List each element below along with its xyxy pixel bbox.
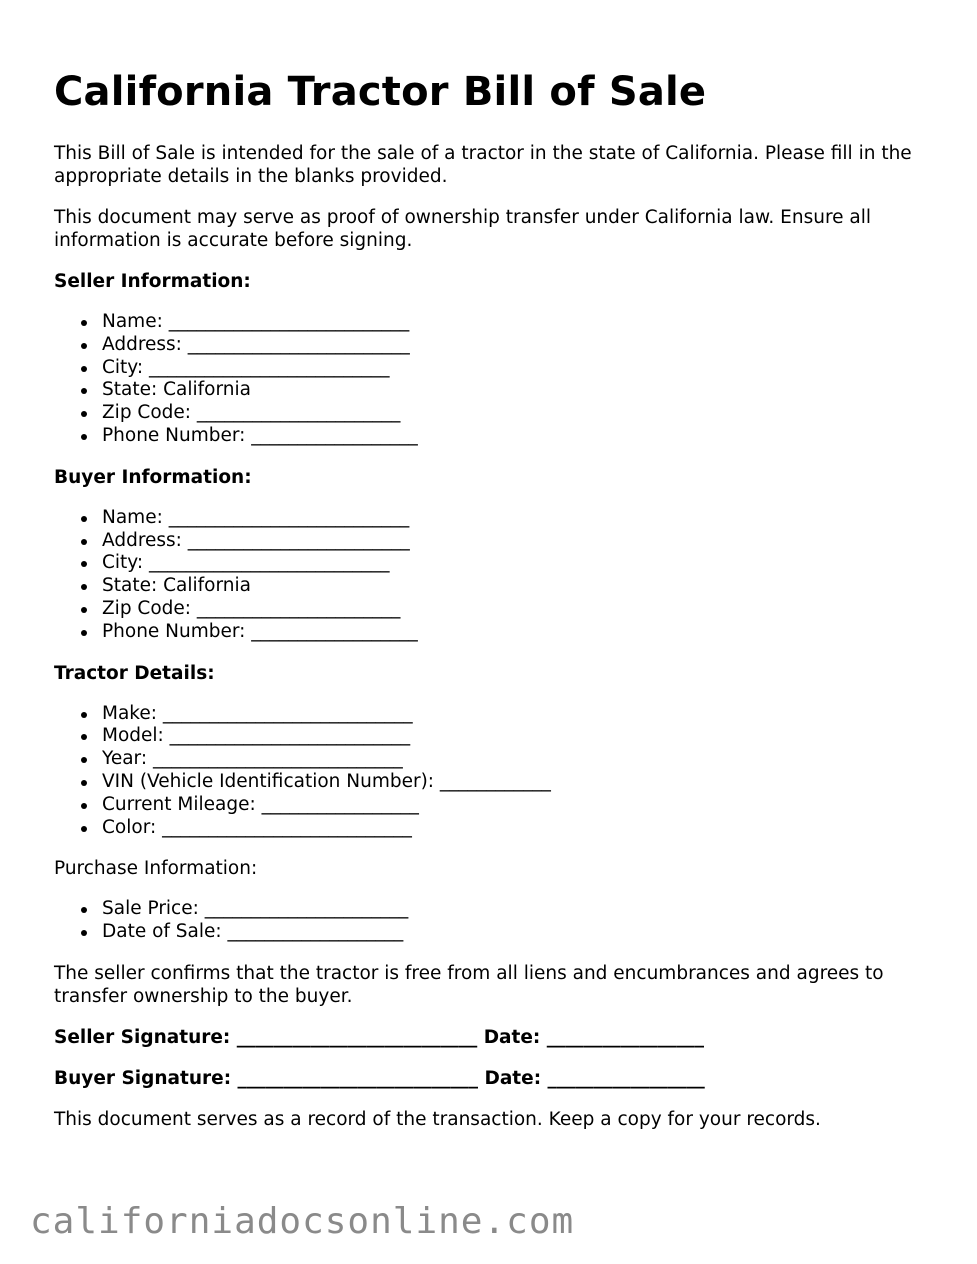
buyer-name-field: Name: __________________________ bbox=[102, 507, 934, 530]
buyer-zip-field: Zip Code: ______________________ bbox=[102, 598, 934, 621]
tractor-make-field: Make: ___________________________ bbox=[102, 703, 934, 726]
buyer-signature-line: Buyer Signature: __________________________ Date: _________________ bbox=[54, 1067, 705, 1089]
buyer-heading: Buyer Information: bbox=[54, 466, 252, 488]
buyer-city-field: City: __________________________ bbox=[102, 552, 934, 575]
seller-city-field: City: __________________________ bbox=[102, 357, 934, 380]
tractor-color-field: Color: ___________________________ bbox=[102, 817, 934, 840]
tractor-mileage-field: Current Mileage: _________________ bbox=[102, 794, 934, 817]
buyer-state-field: State: California bbox=[102, 575, 934, 598]
seller-name-field: Name: __________________________ bbox=[102, 311, 934, 334]
seller-state-field: State: California bbox=[102, 379, 934, 402]
intro-paragraph-2: This document may serve as proof of ownership transfer under California law. Ensure all information is accurate before signing. bbox=[54, 207, 872, 251]
footer-note: This document serves as a record of the transaction. Keep a copy for your records. bbox=[54, 1108, 821, 1130]
confirmation-paragraph: The seller confirms that the tractor is free from all liens and encumbrances and agrees to transfer ownership to the buyer. bbox=[54, 962, 884, 1007]
buyer-info-list bbox=[54, 507, 934, 644]
sale-date-field: Date of Sale: ___________________ bbox=[102, 921, 934, 944]
seller-address-field: Address: ________________________ bbox=[102, 334, 934, 357]
document-page bbox=[54, 64, 934, 1149]
purchase-heading: Purchase Information: bbox=[54, 858, 258, 880]
tractor-year-field: Year: ___________________________ bbox=[102, 748, 934, 771]
seller-signature-line: Seller Signature: __________________________ Date: _________________ bbox=[54, 1026, 705, 1048]
purchase-info-list bbox=[54, 898, 934, 944]
tractor-vin-field: VIN (Vehicle Identification Number): ____________ bbox=[102, 771, 934, 794]
page-title: California Tractor Bill of Sale bbox=[54, 69, 707, 115]
site-watermark: californiadocsonline.com bbox=[30, 1201, 575, 1242]
seller-zip-field: Zip Code: ______________________ bbox=[102, 402, 934, 425]
tractor-heading: Tractor Details: bbox=[54, 662, 215, 684]
seller-phone-field: Phone Number: __________________ bbox=[102, 425, 934, 448]
buyer-address-field: Address: ________________________ bbox=[102, 530, 934, 553]
tractor-details-list bbox=[54, 703, 934, 840]
tractor-model-field: Model: __________________________ bbox=[102, 725, 934, 748]
sale-price-field: Sale Price: ______________________ bbox=[102, 898, 934, 921]
intro-paragraph-1: This Bill of Sale is intended for the sale of a tractor in the state of California. Please fill in the appropriate details in the blanks provided. bbox=[54, 143, 912, 187]
seller-info-list bbox=[54, 311, 934, 448]
seller-heading: Seller Information: bbox=[54, 271, 251, 292]
buyer-phone-field: Phone Number: __________________ bbox=[102, 621, 934, 644]
